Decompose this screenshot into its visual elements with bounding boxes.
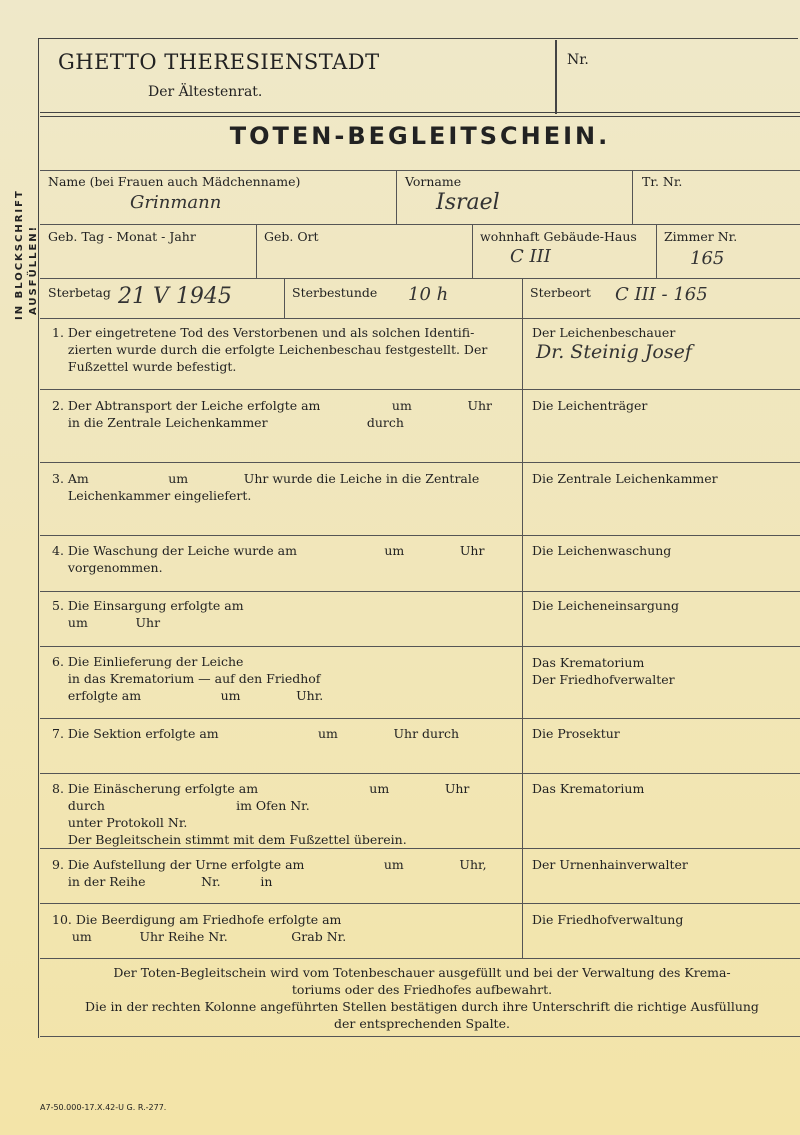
sterbestunde-label: Sterbestunde xyxy=(292,285,378,300)
right-leichenbeschauer: Der Leichenbeschauer xyxy=(532,325,676,340)
item-8-text: 8. Die Einäscherung erfolgte am um Uhr durch im Ofen Nr. unter Protokoll Nr. Der Begleitschein stimmt mit dem Fußzettel überein. xyxy=(52,781,470,847)
header-rule-1 xyxy=(40,112,800,113)
footer-line-2: toriums oder des Friedhofes aufbewahrt. xyxy=(291,982,553,997)
zimmer-label: Zimmer Nr. xyxy=(664,229,738,244)
rule xyxy=(40,535,800,536)
right-urnenhainverwalter: Der Urnenhainverwalter xyxy=(532,857,688,872)
name-label: Name (bei Frauen auch Mädchenname) xyxy=(48,174,301,189)
wohnhaft-handwritten: C III xyxy=(510,246,551,267)
header-divider xyxy=(555,40,557,114)
footer-line-4: der entsprechenden Spalte. xyxy=(334,1016,510,1031)
form-header xyxy=(40,40,800,114)
rule xyxy=(40,773,800,774)
footer-line-3: Die in der rechten Kolonne angeführten Stellen bestätigen durch ihre Unterschrift die richtige Ausfüllung xyxy=(85,999,759,1014)
sterbetag-label: Sterbetag xyxy=(48,285,111,300)
divider xyxy=(256,224,257,278)
sterbeort-label: Sterbeort xyxy=(530,285,591,300)
rule xyxy=(40,958,800,959)
header-rule-2 xyxy=(40,116,800,117)
rule xyxy=(40,848,800,849)
tr-nr-label: Tr. Nr. xyxy=(642,174,683,189)
rule xyxy=(40,278,800,279)
right-zentrale-leichenkammer: Die Zentrale Leichenkammer xyxy=(532,471,718,486)
rule xyxy=(40,591,800,592)
nr-label: Nr. xyxy=(567,52,589,68)
divider xyxy=(396,170,397,224)
divider xyxy=(656,224,657,278)
rule xyxy=(40,718,800,719)
item-7-text: 7. Die Sektion erfolgte am um Uhr durch xyxy=(52,726,460,741)
rule xyxy=(40,389,800,390)
right-leichenwaschung: Die Leichenwaschung xyxy=(532,543,672,558)
side-instruction xyxy=(8,170,38,320)
wohnhaft-label: wohnhaft Gebäude-Haus xyxy=(480,229,637,244)
side-line-2: AUSFÜLLEN! xyxy=(28,224,39,315)
right-prosektur: Die Prosektur xyxy=(532,726,620,741)
rule xyxy=(40,462,800,463)
right-krematorium-friedhof: Das Krematorium Der Friedhofverwalter xyxy=(532,655,675,687)
council-subtitle: Der Ältestenrat. xyxy=(148,84,263,100)
form-title: TOTEN-BEGLEITSCHEIN. xyxy=(229,122,611,150)
item-10-text: 10. Die Beerdigung am Friedhofe erfolgte am um Uhr Reihe Nr. Grab Nr. xyxy=(52,912,347,944)
geb-tag-label: Geb. Tag - Monat - Jahr xyxy=(48,229,196,244)
item-2-text: 2. Der Abtransport der Leiche erfolgte am um Uhr in die Zentrale Leichenkammer durch xyxy=(52,398,493,430)
sterbetag-handwritten: 21 V 1945 xyxy=(118,284,232,309)
item-4-text: 4. Die Waschung der Leiche wurde am um Uhr vorgenommen. xyxy=(52,543,485,575)
rule xyxy=(40,1036,800,1037)
rule xyxy=(40,646,800,647)
footer-note xyxy=(62,964,782,1032)
item-5-text: 5. Die Einsargung erfolgte am um Uhr xyxy=(52,598,244,630)
item-9-text: 9. Die Aufstellung der Urne erfolgte am um Uhr, in der Reihe Nr. in xyxy=(52,857,487,889)
name-handwritten: Grinmann xyxy=(130,192,222,213)
sterbeort-handwritten: C III - 165 xyxy=(615,284,708,305)
beschauer-signature: Dr. Steinig Josef xyxy=(536,341,692,363)
divider xyxy=(522,278,523,958)
right-friedhofverwaltung: Die Friedhofverwaltung xyxy=(532,912,684,927)
rule xyxy=(40,903,800,904)
print-code: A7-50.000-17.X.42-U G. R.-277. xyxy=(40,1103,167,1112)
footer-line-1: Der Toten-Begleitschein wird vom Totenbeschauer ausgefüllt und bei der Verwaltung des Krema- xyxy=(113,965,731,980)
vorname-label: Vorname xyxy=(405,174,462,189)
vorname-handwritten: Israel xyxy=(436,190,500,215)
right-leicheneinsargung: Die Leicheneinsargung xyxy=(532,598,679,613)
rule xyxy=(40,170,800,171)
rule xyxy=(40,318,800,319)
zimmer-handwritten: 165 xyxy=(690,248,725,269)
rule xyxy=(40,224,800,225)
side-line-1: IN BLOCKSCHRIFT xyxy=(14,189,25,320)
item-1-text: 1. Der eingetretene Tod des Verstorbenen und als solchen Identifi- zierten wurde durch die erfolgte Leichenbeschau festgestellt. Der Fußzettel wurde befestigt. xyxy=(52,325,488,374)
divider xyxy=(284,278,285,318)
right-leichentraeger: Die Leichenträger xyxy=(532,398,648,413)
item-3-text: 3. Am um Uhr wurde die Leiche in die Zentrale Leichenkammer eingeliefert. xyxy=(52,471,480,503)
divider xyxy=(632,170,633,224)
sterbestunde-handwritten: 10 h xyxy=(408,284,449,305)
right-krematorium: Das Krematorium xyxy=(532,781,645,796)
divider xyxy=(472,224,473,278)
ghetto-title: GHETTO THERESIENSTADT xyxy=(58,50,380,74)
geb-ort-label: Geb. Ort xyxy=(264,229,319,244)
item-6-text: 6. Die Einlieferung der Leiche in das Krematorium — auf den Friedhof erfolgte am um Uhr. xyxy=(52,654,324,703)
